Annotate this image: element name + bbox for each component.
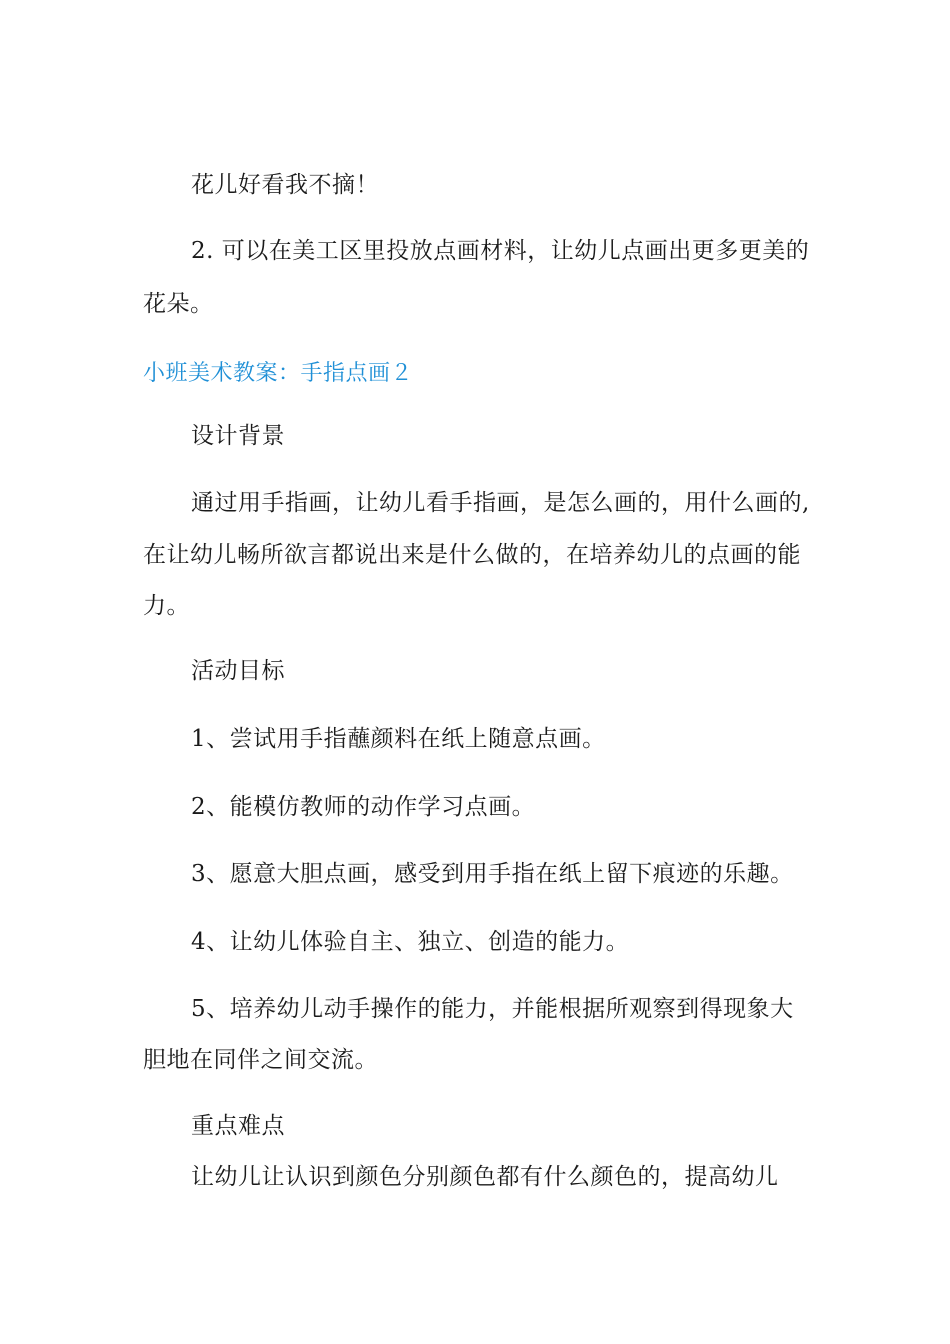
subheading-goals: 活动目标 <box>191 658 285 684</box>
paragraph-line: 力。 <box>143 593 190 619</box>
section-title: 小班美术教案：手指点画２ <box>143 361 414 386</box>
list-item: 5、培养幼儿动手操作的能力，并能根据所观察到得现象大 <box>191 996 794 1022</box>
paragraph-line: 让幼儿让认识到颜色分别颜色都有什么颜色的，提高幼儿 <box>191 1164 779 1190</box>
list-item: 2、能模仿教师的动作学习点画。 <box>191 794 536 820</box>
list-item: 3、愿意大胆点画，感受到用手指在纸上留下痕迹的乐趣。 <box>191 861 794 887</box>
subheading-background: 设计背景 <box>191 423 285 449</box>
list-item-continuation: 胆地在同伴之间交流。 <box>143 1047 378 1073</box>
list-item: 4、让幼儿体验自主、独立、创造的能力。 <box>191 929 630 955</box>
paragraph-line: 在让幼儿畅所欲言都说出来是什么做的，在培养幼儿的点画的能 <box>143 542 801 568</box>
paragraph-line: 花儿好看我不摘！ <box>191 172 379 198</box>
subheading-key-points: 重点难点 <box>191 1113 285 1139</box>
paragraph-line: 通过用手指画，让幼儿看手指画，是怎么画的，用什么画的, <box>191 490 810 516</box>
paragraph-line: 花朵。 <box>143 291 214 317</box>
paragraph-line: 2. 可以在美工区里投放点画材料，让幼儿点画出更多更美的 <box>191 238 810 264</box>
list-item: 1、尝试用手指蘸颜料在纸上随意点画。 <box>191 726 606 752</box>
